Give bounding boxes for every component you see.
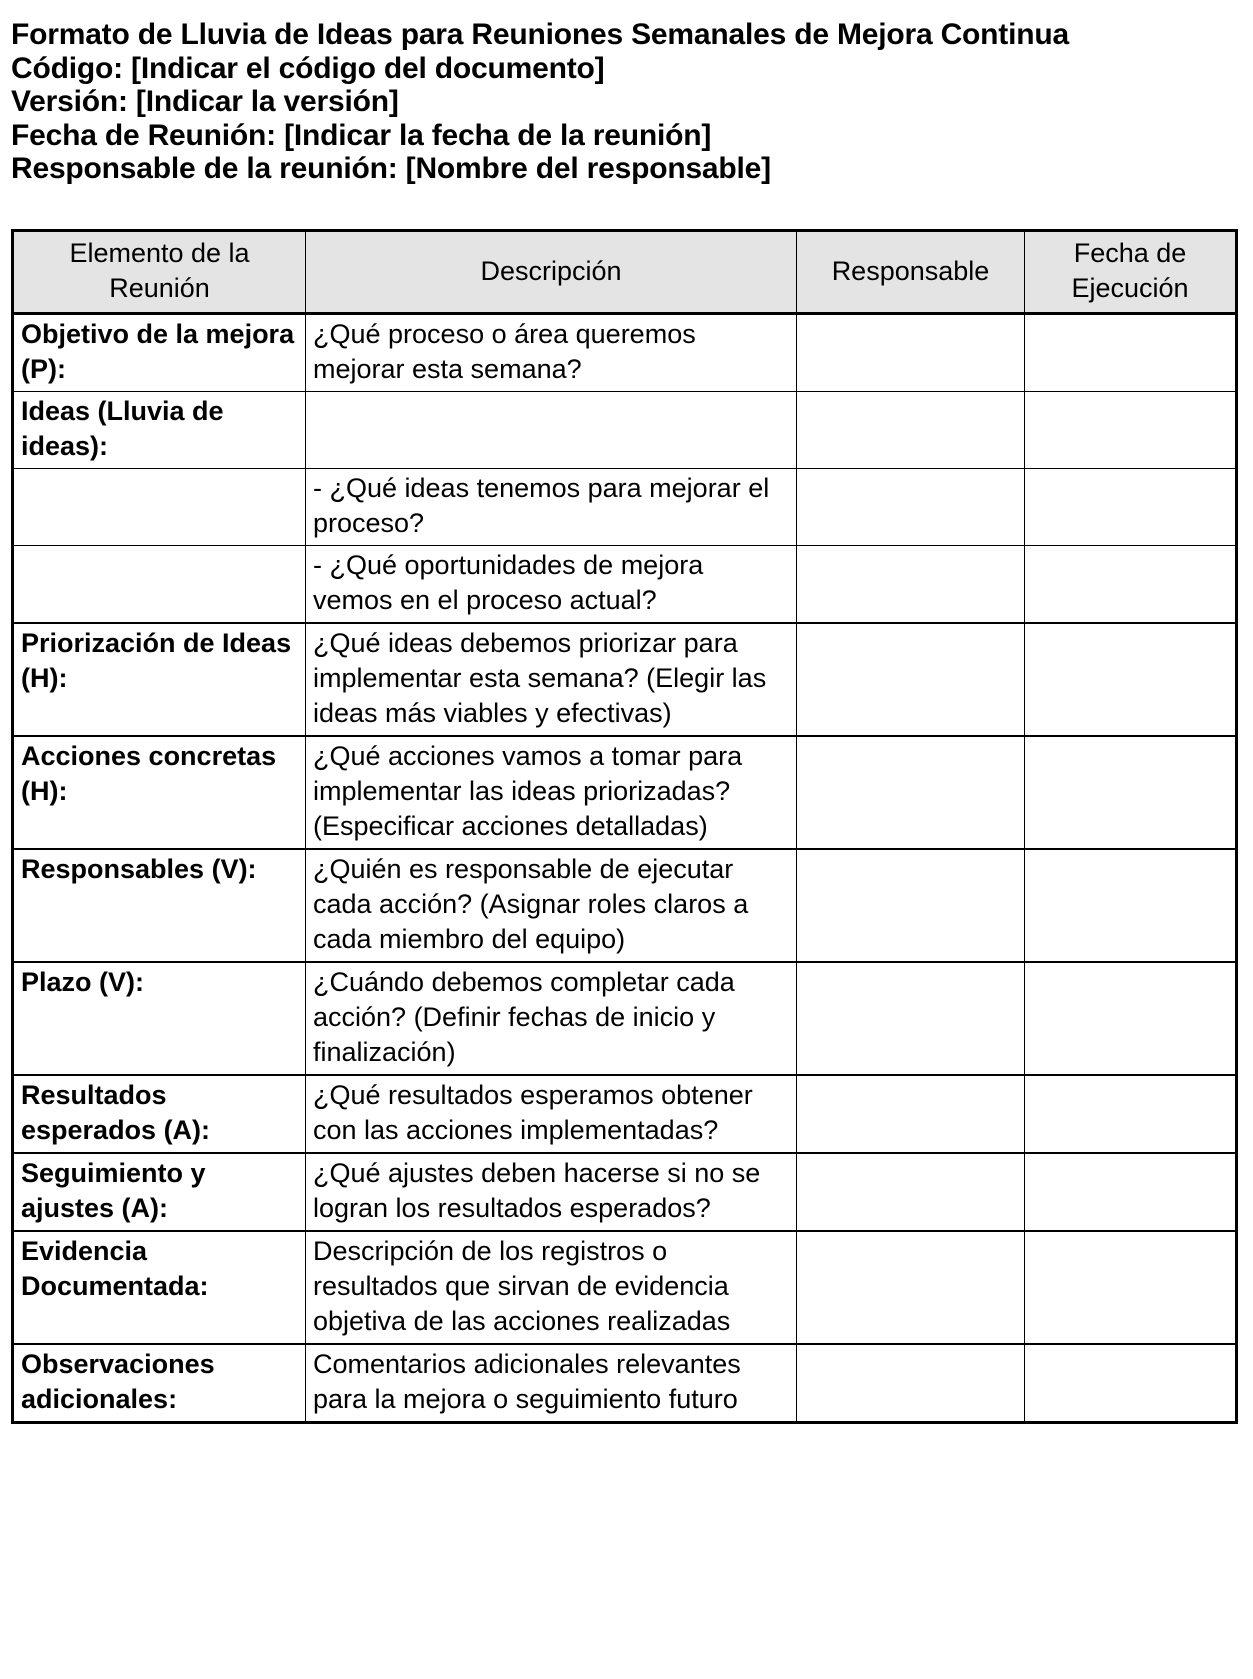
cell-descripcion: - ¿Qué oportunidades de mejora vemos en el proceso actual?	[306, 546, 797, 624]
cell-responsable[interactable]	[797, 849, 1025, 962]
cell-responsable[interactable]	[797, 1344, 1025, 1423]
cell-fecha-ejecucion[interactable]	[1025, 546, 1237, 624]
cell-responsable[interactable]	[797, 314, 1025, 392]
table-row	[13, 546, 1237, 624]
column-header-elemento: Elemento de la Reunión	[13, 231, 306, 314]
table-row	[13, 1344, 1237, 1423]
meeting-owner-line: Responsable de la reunión: [Nombre del responsable]	[11, 152, 771, 185]
meeting-date-line: Fecha de Reunión: [Indicar la fecha de la reunión]	[11, 118, 712, 152]
cell-fecha-ejecucion[interactable]	[1025, 1153, 1237, 1231]
table-header	[13, 231, 1237, 314]
cell-elemento: Objetivo de la mejora (P):	[13, 314, 306, 392]
table-row	[13, 736, 1237, 849]
cell-responsable[interactable]	[797, 1075, 1025, 1153]
cell-descripcion: ¿Qué ajustes deben hacerse si no se logran los resultados esperados?	[306, 1153, 797, 1231]
table-row	[13, 849, 1237, 962]
cell-descripcion: ¿Quién es responsable de ejecutar cada acción? (Asignar roles claros a cada miembro del equipo)	[306, 849, 797, 962]
cell-fecha-ejecucion[interactable]	[1025, 849, 1237, 962]
cell-fecha-ejecucion[interactable]	[1025, 469, 1237, 546]
cell-elemento	[13, 469, 306, 546]
cell-fecha-ejecucion[interactable]	[1025, 962, 1237, 1075]
cell-fecha-ejecucion[interactable]	[1025, 1231, 1237, 1344]
brainstorm-form-table	[11, 229, 1238, 1424]
cell-fecha-ejecucion[interactable]	[1025, 1344, 1237, 1423]
table-row	[13, 314, 1237, 392]
cell-elemento	[13, 546, 306, 624]
cell-fecha-ejecucion[interactable]	[1025, 1075, 1237, 1153]
cell-elemento: Priorización de Ideas (H):	[13, 623, 306, 736]
cell-elemento: Plazo (V):	[13, 962, 306, 1075]
table-header-row	[13, 231, 1237, 314]
cell-descripcion: ¿Qué acciones vamos a tomar para implementar las ideas priorizadas? (Especificar acciones detalladas)	[306, 736, 797, 849]
table-row	[13, 1153, 1237, 1231]
table-row	[13, 392, 1237, 469]
column-header-responsable: Responsable	[797, 231, 1025, 314]
cell-responsable[interactable]	[797, 469, 1025, 546]
column-header-fecha-ejecucion: Fecha de Ejecución	[1025, 231, 1237, 314]
table-row	[13, 469, 1237, 546]
cell-responsable[interactable]	[797, 736, 1025, 849]
table-row	[13, 623, 1237, 736]
table-row	[13, 1075, 1237, 1153]
column-header-descripcion: Descripción	[306, 231, 797, 314]
cell-elemento: Evidencia Documentada:	[13, 1231, 306, 1344]
page-title: Formato de Lluvia de Ideas para Reuniones Semanales de Mejora Continua	[11, 18, 1069, 51]
document-header	[11, 18, 1241, 186]
cell-elemento: Acciones concretas (H):	[13, 736, 306, 849]
cell-responsable[interactable]	[797, 546, 1025, 624]
cell-elemento: Observaciones adicionales:	[13, 1344, 306, 1423]
cell-elemento: Seguimiento y ajustes (A):	[13, 1153, 306, 1231]
cell-responsable[interactable]	[797, 1231, 1025, 1344]
cell-descripcion: Comentarios adicionales relevantes para la mejora o seguimiento futuro	[306, 1344, 797, 1423]
table-row	[13, 1231, 1237, 1344]
table-body	[13, 314, 1237, 1423]
cell-fecha-ejecucion[interactable]	[1025, 736, 1237, 849]
cell-descripcion: ¿Qué ideas debemos priorizar para implementar esta semana? (Elegir las ideas más viables y efectivas)	[306, 623, 797, 736]
cell-fecha-ejecucion[interactable]	[1025, 314, 1237, 392]
cell-responsable[interactable]	[797, 1153, 1025, 1231]
cell-descripcion: - ¿Qué ideas tenemos para mejorar el proceso?	[306, 469, 797, 546]
document-code-line: Código: [Indicar el código del documento]	[11, 51, 605, 85]
cell-elemento: Ideas (Lluvia de ideas):	[13, 392, 306, 469]
cell-responsable[interactable]	[797, 623, 1025, 736]
cell-fecha-ejecucion[interactable]	[1025, 623, 1237, 736]
cell-responsable[interactable]	[797, 962, 1025, 1075]
cell-elemento: Responsables (V):	[13, 849, 306, 962]
table-row	[13, 962, 1237, 1075]
cell-descripcion	[306, 392, 797, 469]
cell-responsable[interactable]	[797, 392, 1025, 469]
cell-descripcion: ¿Qué proceso o área queremos mejorar esta semana?	[306, 314, 797, 392]
cell-descripcion: ¿Cuándo debemos completar cada acción? (Definir fechas de inicio y finalización)	[306, 962, 797, 1075]
cell-descripcion: ¿Qué resultados esperamos obtener con las acciones implementadas?	[306, 1075, 797, 1153]
cell-elemento: Resultados esperados (A):	[13, 1075, 306, 1153]
cell-fecha-ejecucion[interactable]	[1025, 392, 1237, 469]
cell-descripcion: Descripción de los registros o resultados que sirvan de evidencia objetiva de las acciones realizadas	[306, 1231, 797, 1344]
document-version-line: Versión: [Indicar la versión]	[11, 85, 399, 118]
